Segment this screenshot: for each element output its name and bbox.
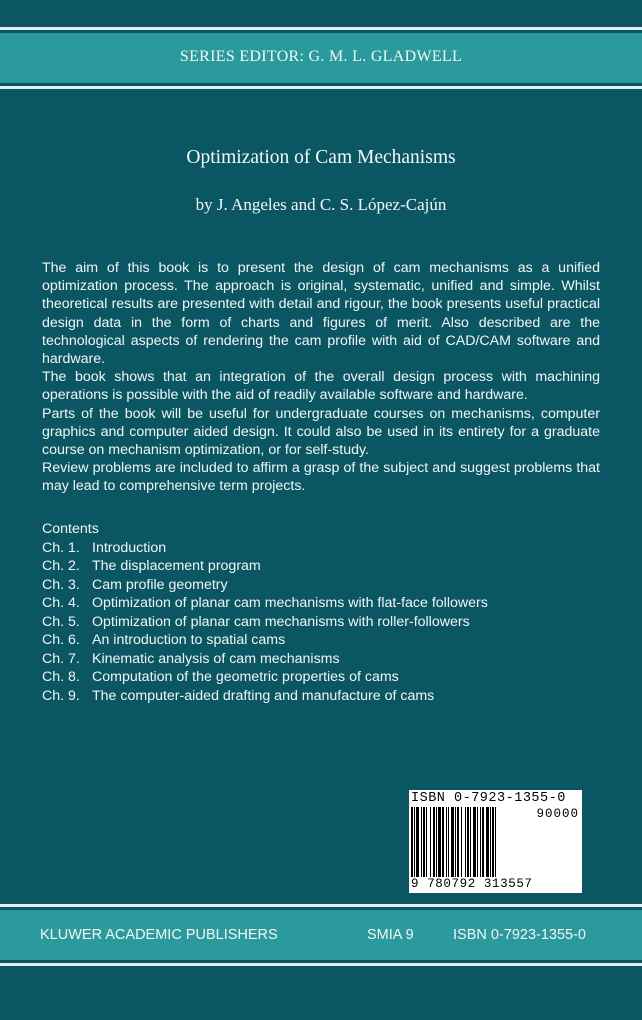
description-paragraph: Parts of the book will be useful for undergraduate courses on mechanisms, computer graphics and computer aided design. It could also be used in its entirety for a graduate course on mechanism optimization, or for self-study. xyxy=(42,405,600,459)
chapter-item xyxy=(42,650,488,669)
barcode-bar xyxy=(436,807,437,877)
chapter-number: Ch. 9. xyxy=(42,687,80,704)
barcode-bar xyxy=(426,807,427,877)
chapter-number: Ch. 4. xyxy=(42,595,80,611)
barcode-bar xyxy=(433,807,435,877)
chapter-item xyxy=(42,557,488,576)
book-description xyxy=(42,259,600,496)
chapter-number: Ch. 8. xyxy=(42,669,80,685)
barcode-bar xyxy=(467,807,469,877)
barcode-isbn-text: ISBN 0-7923-1355-0 xyxy=(411,791,566,806)
chapter-item xyxy=(42,668,488,687)
chapter-title: Computation of the geometric properties of cams xyxy=(92,669,399,685)
barcode-bar xyxy=(480,807,481,877)
chapter-title: The computer-aided drafting and manufacture of cams xyxy=(92,687,435,704)
barcode-bar xyxy=(438,807,441,877)
barcode-bar xyxy=(461,807,462,877)
chapter-number: Ch. 1. xyxy=(42,539,80,556)
barcode-bar xyxy=(492,807,494,877)
book-title: Optimization of Cam Mechanisms xyxy=(186,147,456,168)
barcode-bar xyxy=(421,807,422,877)
chapter-title: An introduction to spatial cams xyxy=(92,632,286,648)
barcode-bar xyxy=(423,807,425,877)
chapter-title: Introduction xyxy=(92,539,167,556)
chapter-item xyxy=(42,539,488,558)
barcode-bar xyxy=(465,807,466,877)
footer-isbn: ISBN 0-7923-1355-0 xyxy=(453,927,586,943)
chapter-number: Ch. 3. xyxy=(42,576,80,593)
barcode-bar xyxy=(470,807,471,877)
top-rule-lower xyxy=(0,86,642,89)
chapter-number: Ch. 5. xyxy=(42,613,80,630)
barcode-bar xyxy=(490,807,491,877)
bottom-rule-upper xyxy=(0,904,642,907)
barcode-bar xyxy=(457,807,459,877)
barcode-ean-digits: 9 780792 313557 xyxy=(411,877,533,891)
chapter-item xyxy=(42,594,488,613)
barcode-bar xyxy=(473,807,476,877)
contents-heading: Contents xyxy=(42,521,99,537)
chapter-number: Ch. 7. xyxy=(42,650,80,667)
chapter-item xyxy=(42,687,488,706)
isbn-barcode xyxy=(409,790,582,893)
series-editor: SERIES EDITOR: G. M. L. GLADWELL xyxy=(179,48,463,65)
barcode-bars xyxy=(411,807,529,877)
barcode-bar xyxy=(442,807,444,877)
chapter-number: Ch. 2. xyxy=(42,558,80,574)
description-paragraph: The aim of this book is to present the design of cam mechanisms as a unified optimization process. The approach is original, systematic, unified and simple. Whilst theoretical results are presented with detail and rigour, the book presents useful practical design data in the form of charts and figures of merit. Also described are the technological aspects of rendering the cam profile with aid of CAD/CAM software and hardware. xyxy=(42,260,600,368)
barcode-bar xyxy=(451,807,454,877)
table-of-contents xyxy=(42,520,488,705)
chapter-item xyxy=(42,576,488,595)
top-rule-upper xyxy=(0,27,642,30)
barcode-bar xyxy=(414,807,415,877)
barcode-bar xyxy=(411,807,413,877)
description-paragraph: The book shows that an integration of the overall design process with machining operations is possible with the aid of readily available software and hardware. xyxy=(42,369,600,404)
barcode-bar xyxy=(495,807,496,877)
chapter-item xyxy=(42,631,488,650)
chapter-number: Ch. 6. xyxy=(42,632,80,648)
chapter-title: Cam profile geometry xyxy=(92,576,228,593)
book-authors: by J. Angeles and C. S. López-Cajún xyxy=(195,195,447,214)
chapter-item xyxy=(42,613,488,632)
chapter-title: Optimization of planar cam mechanisms with roller-followers xyxy=(92,613,470,630)
barcode-bar xyxy=(446,807,447,877)
chapter-title: Kinematic analysis of cam mechanisms xyxy=(92,650,340,667)
barcode-bar xyxy=(455,807,456,877)
barcode-bar xyxy=(416,807,419,877)
barcode-bar xyxy=(482,807,484,877)
barcode-addon-digits: 90000 xyxy=(536,807,579,821)
description-paragraph: Review problems are included to affirm a grasp of the subject and suggest problems that may lead to comprehensive term projects. xyxy=(42,460,600,495)
chapter-title: Optimization of planar cam mechanisms with flat-face followers xyxy=(92,595,488,611)
barcode-bar xyxy=(448,807,449,877)
chapter-title: The displacement program xyxy=(92,558,261,574)
barcode-bar xyxy=(477,807,478,877)
barcode-bar xyxy=(430,807,431,877)
barcode-bar xyxy=(486,807,489,877)
series-code: SMIA 9 xyxy=(367,927,414,943)
bottom-rule-lower xyxy=(0,963,642,966)
publisher-name: KLUWER ACADEMIC PUBLISHERS xyxy=(40,927,278,943)
